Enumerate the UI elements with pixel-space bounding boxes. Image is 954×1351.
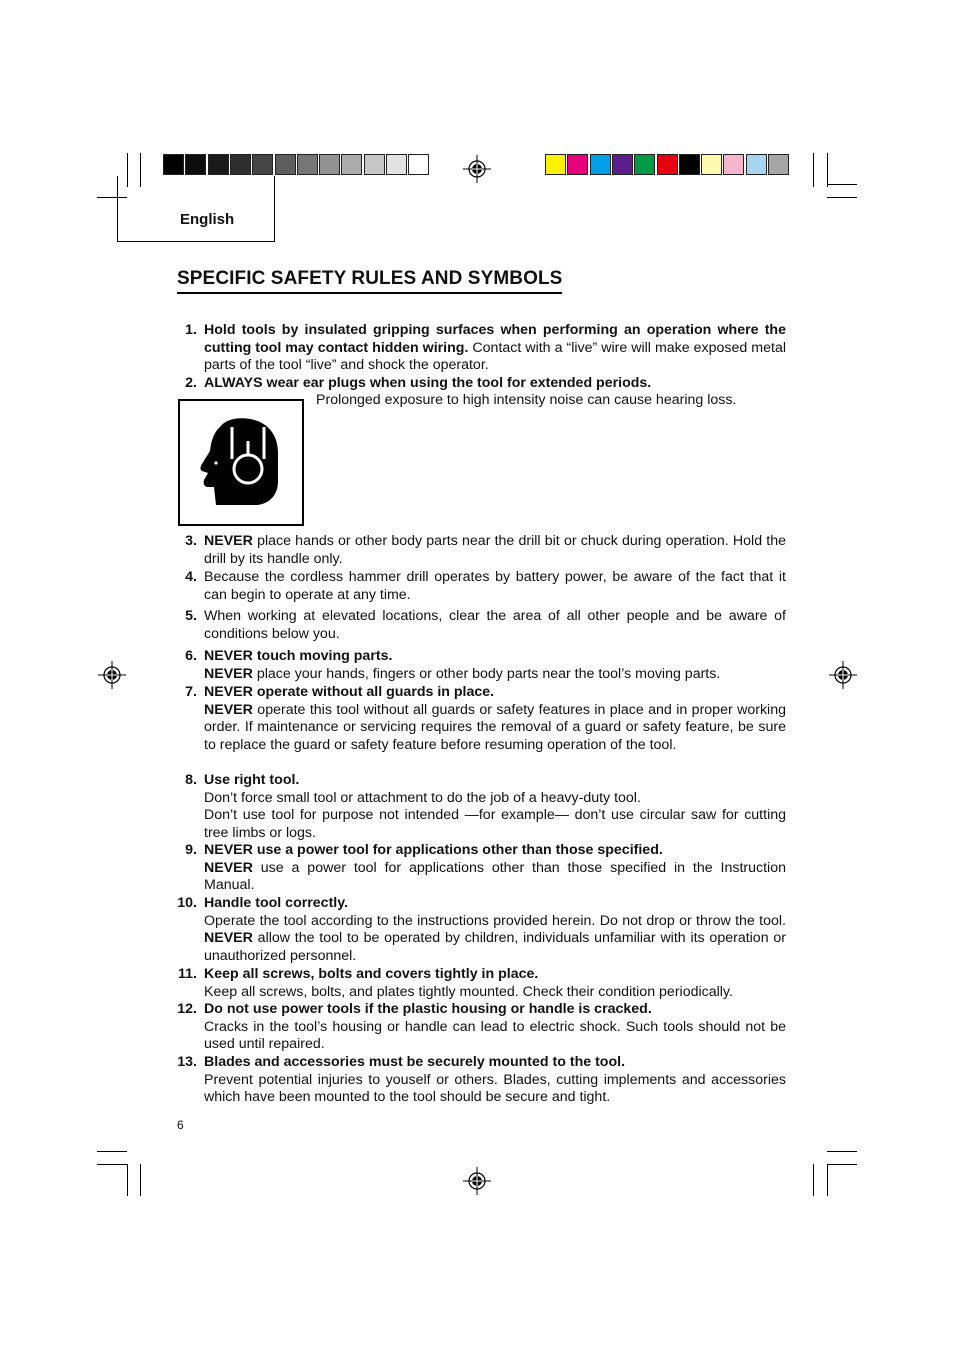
item-heading: NEVER operate without all guards in place. (204, 684, 495, 700)
color-swatch (230, 154, 251, 175)
item-text: place your hands, fingers or other body parts near the tool’s moving parts. (252, 665, 721, 682)
list-item (170, 1054, 786, 1107)
item-text: allow the tool to be operated by children, individuals unfamiliar with its operation or unauthorized personnel. (204, 930, 786, 964)
item-text: Don’t force small tool or attachment to do the job of a heavy-duty tool. (204, 789, 641, 806)
item-number: 9. (185, 842, 197, 858)
page-number: 6 (177, 1118, 184, 1132)
item-heading: ALWAYS wear ear plugs when using the tool for extended periods. (204, 375, 652, 391)
list-item (170, 569, 786, 604)
item-text: Cracks in the tool’s housing or handle can lead to electric shock. Such tools should not be used until repaired. (204, 1018, 786, 1053)
ear-protection-symbol (178, 399, 304, 526)
item-text: When working at elevated locations, clear the area of all other people and be aware of conditions below you. (204, 608, 786, 642)
list-item (170, 608, 786, 643)
item-text: Operate the tool according to the instructions provided herein. Do not drop or throw the tool. (204, 912, 786, 929)
item-emphasis: NEVER (204, 859, 253, 876)
item-number: 4. (185, 569, 197, 585)
item-heading: NEVER (204, 533, 253, 549)
color-swatch (386, 154, 407, 175)
color-swatch (163, 154, 184, 175)
color-swatch (634, 154, 655, 175)
registration-target-icon (98, 661, 126, 689)
color-swatch (657, 154, 678, 175)
page-title: SPECIFIC SAFETY RULES AND SYMBOLS (177, 268, 562, 294)
color-swatch (545, 154, 566, 175)
list-item (170, 322, 786, 375)
item-heading: NEVER touch moving parts. (204, 648, 393, 664)
color-swatch (723, 154, 744, 175)
list-item (170, 648, 786, 683)
registration-target-icon (829, 661, 857, 689)
color-swatch (567, 154, 588, 175)
registration-target-icon (463, 1167, 491, 1195)
item-number: 13. (177, 1054, 197, 1070)
color-swatch (408, 154, 429, 175)
list-item (170, 684, 786, 754)
language-label: English (180, 211, 235, 228)
registration-target-icon (463, 155, 491, 183)
language-tab (117, 176, 275, 242)
item-text: Prevent potential injuries to youself or others. Blades, cutting implements and accessories which have been mounted to the tool should be secure and tight. (204, 1071, 786, 1106)
color-swatch (208, 154, 229, 175)
item-text: Keep all screws, bolts, and plates tightly mounted. Check their condition periodically. (204, 983, 733, 1000)
item-number: 6. (185, 648, 197, 664)
color-swatch (701, 154, 722, 175)
list-item (170, 772, 786, 842)
color-swatch (252, 154, 273, 175)
item-number: 5. (185, 608, 197, 624)
color-swatch (185, 154, 206, 175)
item-emphasis: NEVER (204, 665, 253, 682)
color-swatch (275, 154, 296, 175)
color-swatch (612, 154, 633, 175)
item-text: Contact with a “live” wire will make exposed metal parts of the tool “live” and shock the operator. (204, 339, 786, 374)
color-swatch (297, 154, 318, 175)
noise-warning-text: Prolonged exposure to high intensity noise can cause hearing loss. (316, 392, 737, 408)
color-swatch (364, 154, 385, 175)
item-number: 1. (185, 322, 197, 338)
color-swatch (679, 154, 700, 175)
item-heading: NEVER use a power tool for applications other than those specified. (204, 842, 663, 858)
list-item (170, 966, 786, 1001)
item-text: Because the cordless hammer drill operates by battery power, be aware of the fact that it can begin to operate at any time. (204, 569, 786, 603)
item-text: operate this tool without all guards or safety features in place and in proper working order. If maintenance or servicing requires the removal of a guard or safety feature, be sure to replace the guard or safety feature before resuming operation of the tool. (204, 701, 786, 753)
item-number: 8. (185, 772, 197, 788)
list-item (170, 533, 786, 568)
item-text: use a power tool for applications other than those specified in the Instruction Manual. (204, 859, 786, 894)
item-text: place hands or other body parts near the drill bit or chuck during operation. Hold the drill by its handle only. (204, 533, 786, 567)
item-text: Don’t use tool for purpose not intended —for example— don’t use circular saw for cutting tree limbs or logs. (204, 807, 786, 841)
item-number: 12. (177, 1001, 197, 1017)
list-item (170, 1001, 786, 1054)
item-number: 11. (178, 966, 197, 982)
item-number: 10. (177, 895, 197, 911)
item-number: 7. (185, 684, 197, 700)
color-swatch (746, 154, 767, 175)
color-swatch (341, 154, 362, 175)
ear-protection-icon (180, 401, 302, 524)
color-swatch (768, 154, 789, 175)
item-number: 2. (185, 375, 197, 391)
color-swatch (319, 154, 340, 175)
item-heading: Handle tool correctly. (204, 895, 349, 911)
item-heading: Do not use power tools if the plastic housing or handle is cracked. (204, 1001, 652, 1017)
item-number: 3. (185, 533, 197, 549)
item-heading: Hold tools by insulated gripping surfaces when performing an operation where the cutting tool may contact hidden wiring. (204, 322, 786, 356)
item-emphasis: NEVER (204, 930, 253, 947)
list-item (170, 375, 786, 393)
item-emphasis: NEVER (204, 701, 253, 718)
list-item (170, 895, 786, 965)
color-swatch (590, 154, 611, 175)
item-heading: Keep all screws, bolts and covers tightly in place. (204, 966, 539, 982)
item-heading: Blades and accessories must be securely mounted to the tool. (204, 1054, 626, 1070)
item-heading: Use right tool. (204, 772, 300, 788)
list-item (170, 842, 786, 895)
